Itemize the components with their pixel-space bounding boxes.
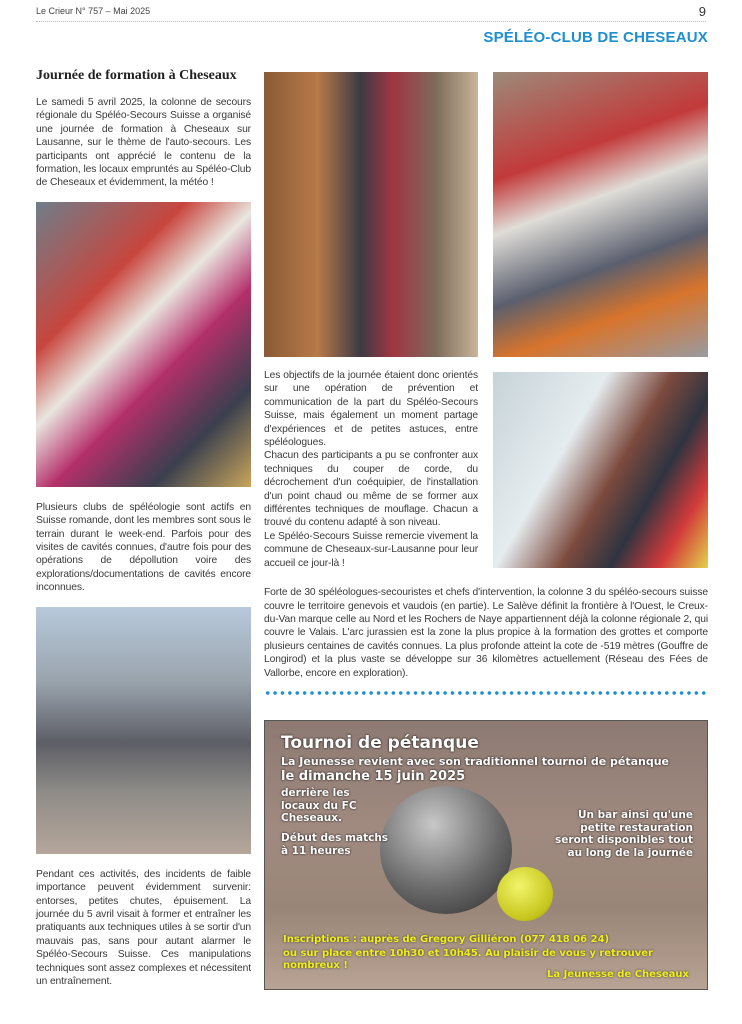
- poster-title: Tournoi de pétanque: [281, 732, 479, 753]
- page-number: 9: [698, 4, 706, 19]
- petanque-ball-image: [380, 786, 512, 914]
- photo-rescue-stretcher: [493, 372, 708, 568]
- article-title: Journée de formation à Cheseaux: [36, 68, 237, 83]
- paragraph-thanks: Le Spéléo-Secours Suisse remercie vivement la commune de Cheseaux-sur-Lausanne pour leur accueil ce jour-là !: [264, 530, 478, 569]
- poster-inscriptions-2: ou sur place entre 10h30 et 10h45. Au plaisir de vous y retrouver nombreux !: [283, 947, 653, 971]
- petanque-poster: [264, 720, 708, 990]
- dotted-divider: [264, 690, 708, 696]
- paragraph-techniques: Chacun des participants a pu se confronter aux techniques du couper de corde, du décrochement d'un coéquipier, de l'installation d'un point chaud ou même de se former aux différentes techniques de mouflage. Chacun a trouvé du contenu adapté à son niveau.: [264, 450, 478, 529]
- photo-rope-work: [493, 72, 708, 357]
- poster-date: le dimanche 15 juin 2025: [281, 768, 466, 784]
- photo-rope-climbing: [264, 72, 478, 357]
- poster-subtitle: La Jeunesse revient avec son traditionnel tournoi de pétanque: [281, 754, 669, 768]
- photo-helmet-training: [36, 202, 251, 487]
- paragraph-objectives: Les objectifs de la journée étaient donc orientés sur une opération de prévention et communication de la part du Spéléo-Secours Suisse, mais également un moment partage d'expériences et de petites astuces, entre spéléologues.: [264, 370, 478, 449]
- right-area: [264, 72, 708, 990]
- poster-signature: La Jeunesse de Cheseaux: [546, 968, 689, 980]
- paragraph-clubs: Plusieurs clubs de spéléologie sont actifs en Suisse romande, dont les membres sont sous le terrain durant le week-end. Parfois pour des visites de cavités connues, d'autre fois pour des opérations de dépollution voire des explorations/documentations de cavités encore inconnues.: [36, 501, 251, 594]
- header-divider: [36, 21, 706, 22]
- paragraph-colonne: Forte de 30 spéléologues-secouristes et chefs d'intervention, la colonne 3 du spéléo-secours suisse couvre le territoire genevois et vaudois (en partie). Le Salève définit la frontière à l'Ouest, le Creux-du-Van marque celle au Nord et les Rochers de Naye appartiennent déjà la colonne régionale 2, qui couvre le Valais. L'arc jurassien est la zone la plus propice à la formation des grottes et comporte plusieurs centaines de cavités connues. La plus profonde atteint la cote de -519 mètres (Gouffre de Longirod) et la plus vaste se développe sur 36 kilomètres actuellement (Réseau des Fées de Vallorbe, encore en exploration).: [264, 587, 708, 679]
- section-title: SPÉLÉO-CLUB DE CHESEAUX: [483, 29, 708, 46]
- left-column: [36, 68, 251, 988]
- publication-header: Le Crieur N° 757 – Mai 2025: [36, 6, 151, 16]
- poster-inscriptions: Inscriptions : auprès de Gregory Gilliéron (077 418 06 24): [283, 933, 610, 945]
- paragraph-incidents: Pendant ces activités, des incidents de faible importance peuvent évidemment survenir: entorses, petites chutes, épuisement. La journée du 5 avril visait à former et entraîner les pratiquants aux techniques utiles à se sortir d'un mauvais pas, sans pour autant alarmer le Spéléo-Secours Suisse. Ces manipulations techniques sont assez complexes et nécessitent un entraînement.: [36, 868, 251, 987]
- photo-group-courtyard: [36, 607, 251, 854]
- tennis-ball-image: [497, 867, 553, 921]
- poster-location: derrière les locaux du FC Cheseaux.: [281, 786, 357, 825]
- paragraph-intro: Le samedi 5 avril 2025, la colonne de secours régionale du Spéléo-Secours Suisse a organisé une journée de formation à Cheseaux sur Lausanne, sur le thème de l'auto-secours. Les participants ont apprécié le contenu de la formation, les locaux empruntés au Spéléo-Club de Cheseaux et évidemment, la météo !: [36, 97, 251, 189]
- poster-start: Début des matchs à 11 heures: [281, 831, 389, 857]
- poster-bar: Un bar ainsi qu'une petite restauration seront disponibles tout au long de la journée: [555, 808, 693, 859]
